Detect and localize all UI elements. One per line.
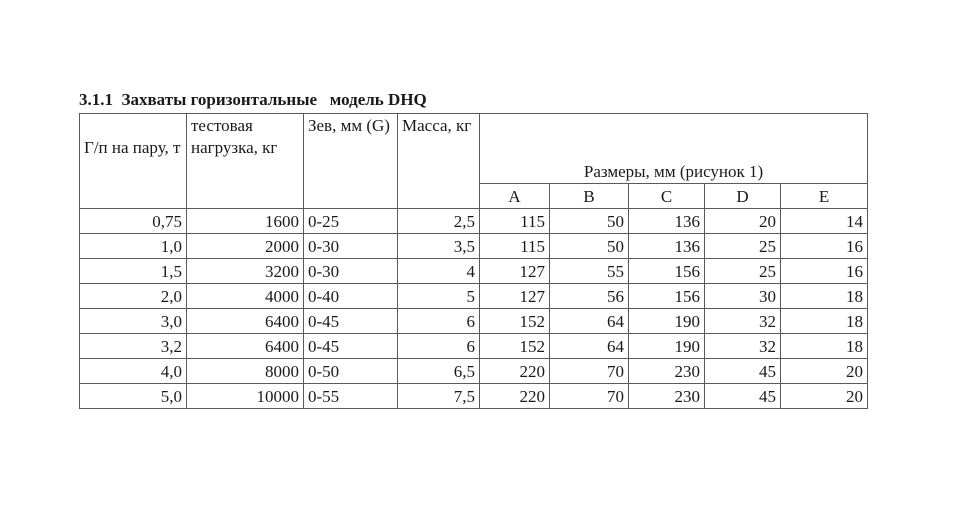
cell-dim-d: 45 (705, 359, 781, 384)
cell-dim-c: 156 (629, 259, 705, 284)
cell-dim-b: 64 (550, 334, 629, 359)
cell-capacity: 3,0 (80, 309, 187, 334)
cell-dim-a: 115 (480, 209, 550, 234)
cell-mass: 3,5 (398, 234, 480, 259)
cell-capacity: 1,0 (80, 234, 187, 259)
cell-dim-c: 156 (629, 284, 705, 309)
cell-dim-d: 25 (705, 259, 781, 284)
cell-dim-e: 14 (781, 209, 868, 234)
cell-test-load: 2000 (187, 234, 304, 259)
table-row (80, 309, 868, 334)
table-row (80, 284, 868, 309)
header-row (80, 114, 868, 184)
cell-mass: 7,5 (398, 384, 480, 409)
table-row (80, 234, 868, 259)
cell-dim-c: 190 (629, 334, 705, 359)
cell-dim-b: 55 (550, 259, 629, 284)
cell-dim-d: 30 (705, 284, 781, 309)
table-row (80, 209, 868, 234)
cell-mass: 6,5 (398, 359, 480, 384)
table-row (80, 334, 868, 359)
cell-test-load: 6400 (187, 309, 304, 334)
table-row (80, 259, 868, 284)
header-dim-e: E (781, 184, 868, 209)
cell-dim-e: 18 (781, 284, 868, 309)
cell-dim-e: 20 (781, 359, 868, 384)
cell-jaw: 0-45 (304, 309, 398, 334)
cell-capacity: 5,0 (80, 384, 187, 409)
cell-capacity: 4,0 (80, 359, 187, 384)
specs-table (79, 113, 868, 409)
cell-dim-c: 230 (629, 359, 705, 384)
cell-mass: 2,5 (398, 209, 480, 234)
cell-dim-a: 152 (480, 334, 550, 359)
cell-test-load: 6400 (187, 334, 304, 359)
cell-dim-b: 56 (550, 284, 629, 309)
header-dimensions: Размеры, мм (рисунок 1) (480, 114, 868, 184)
cell-dim-b: 70 (550, 384, 629, 409)
header-test-load: тестовая нагрузка, кг (187, 114, 304, 209)
cell-dim-c: 190 (629, 309, 705, 334)
header-jaw: Зев, мм (G) (304, 114, 398, 209)
table-row (80, 384, 868, 409)
cell-mass: 6 (398, 334, 480, 359)
cell-capacity: 2,0 (80, 284, 187, 309)
cell-capacity: 0,75 (80, 209, 187, 234)
cell-dim-a: 127 (480, 284, 550, 309)
cell-dim-b: 50 (550, 234, 629, 259)
cell-dim-d: 45 (705, 384, 781, 409)
cell-capacity: 1,5 (80, 259, 187, 284)
cell-jaw: 0-30 (304, 259, 398, 284)
cell-mass: 4 (398, 259, 480, 284)
cell-dim-b: 64 (550, 309, 629, 334)
cell-dim-c: 136 (629, 234, 705, 259)
cell-jaw: 0-55 (304, 384, 398, 409)
cell-dim-a: 152 (480, 309, 550, 334)
cell-dim-e: 18 (781, 334, 868, 359)
header-dim-c: C (629, 184, 705, 209)
cell-jaw: 0-40 (304, 284, 398, 309)
cell-capacity: 3,2 (80, 334, 187, 359)
cell-mass: 6 (398, 309, 480, 334)
cell-dim-d: 32 (705, 334, 781, 359)
cell-jaw: 0-30 (304, 234, 398, 259)
header-dim-b: B (550, 184, 629, 209)
cell-test-load: 4000 (187, 284, 304, 309)
header-dim-d: D (705, 184, 781, 209)
cell-test-load: 8000 (187, 359, 304, 384)
cell-jaw: 0-25 (304, 209, 398, 234)
cell-dim-b: 70 (550, 359, 629, 384)
cell-test-load: 1600 (187, 209, 304, 234)
cell-dim-e: 18 (781, 309, 868, 334)
cell-dim-e: 16 (781, 259, 868, 284)
cell-dim-c: 136 (629, 209, 705, 234)
cell-dim-a: 220 (480, 359, 550, 384)
table-row (80, 359, 868, 384)
header-mass: Масса, кг (398, 114, 480, 209)
cell-dim-e: 20 (781, 384, 868, 409)
cell-mass: 5 (398, 284, 480, 309)
cell-dim-a: 127 (480, 259, 550, 284)
cell-dim-c: 230 (629, 384, 705, 409)
cell-test-load: 3200 (187, 259, 304, 284)
cell-jaw: 0-50 (304, 359, 398, 384)
header-capacity: Г/п на пару, т (80, 114, 187, 209)
header-dim-a: A (480, 184, 550, 209)
section-title: 3.1.1 Захваты горизонтальные модель DHQ (79, 90, 427, 109)
cell-dim-a: 115 (480, 234, 550, 259)
cell-dim-b: 50 (550, 209, 629, 234)
cell-dim-d: 32 (705, 309, 781, 334)
cell-dim-e: 16 (781, 234, 868, 259)
cell-jaw: 0-45 (304, 334, 398, 359)
cell-dim-d: 20 (705, 209, 781, 234)
cell-test-load: 10000 (187, 384, 304, 409)
cell-dim-a: 220 (480, 384, 550, 409)
cell-dim-d: 25 (705, 234, 781, 259)
